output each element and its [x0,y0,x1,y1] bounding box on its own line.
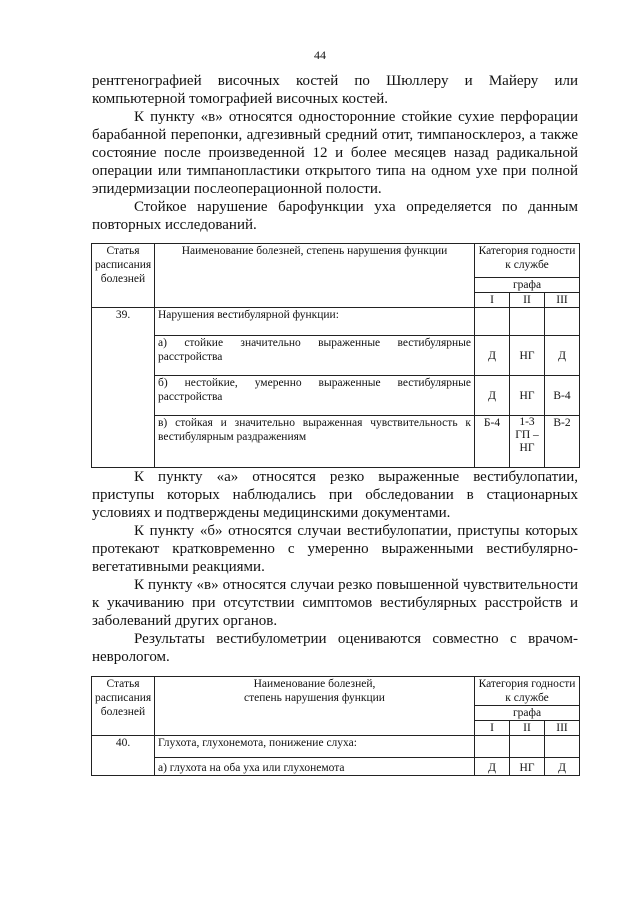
paragraph-barofunction: Стойкое нарушение барофункции уха определяется по данным повторных исследований. [92,199,578,233]
table-article-39 [91,243,580,468]
header-graph: графа [475,706,580,721]
header-disease-name-line2: степень нарушения функции [244,692,385,704]
table-row-b-g3: В-4 [545,376,580,416]
table-row-b-g2: НГ [510,376,545,416]
header-graph-3: III [545,293,580,308]
paragraph-continued-line1: рентгенографией височных костей по Шюллеру и Майеру или [92,73,578,89]
header-graph-2: II [510,721,545,736]
table-row-b-text: б) нестойкие, умеренно выраженные вестибулярные расстройства [155,376,475,416]
paragraph-note-b: К пункту «б» относятся случаи вестибулопатии, приступы которых протекают кратковременно с умеренно выраженными вестибулярно-вегетативными реакциями. [92,523,578,575]
article-title: Глухота, глухонемота, понижение слуха: [155,736,475,758]
header-graph: графа [475,278,580,293]
header-graph-2: II [510,293,545,308]
table-row-v-g2-line3: НГ [519,442,535,454]
header-disease-name: Наименование болезней, степень нарушения функции [155,244,475,308]
paragraph-item-v: К пункту «в» относятся односторонние стойкие сухие перфорации барабанной перепонки, адгезивный средний отит, тимпаносклероз, а также состояние после произведенной 12 и более месяцев назад радикальной операции или тимпанопластики открытого типа на одном ухе при полной эпидермизации послеоперационной полости. [92,109,578,197]
article-number: 40. [92,736,155,776]
table-row-a-g1: Д [475,336,510,376]
page-number: 44 [314,48,326,62]
table-row-v-text: в) стойкая и значительно выраженная чувствительность к вестибулярным раздражениям [155,416,475,468]
table-row-a-text: а) глухота на оба уха или глухонемота [155,758,475,776]
paragraph-continued-line2: компьютерной томографией височных костей. [92,91,389,107]
table-row-a-g2: НГ [510,336,545,376]
table-row-a-g2: НГ [510,758,545,776]
header-category: Категория годности к службе [475,677,580,706]
table-row-v-g2-line2: ГП – [515,429,539,441]
paragraph-note-v: К пункту «в» относятся случаи резко повышенной чувствительности к укачиванию при отсутствии симптомов вестибулярных расстройств и заболеваний других органов. [92,577,578,629]
table-row-a-g1: Д [475,758,510,776]
table-row-a-g3: Д [545,758,580,776]
paragraph-vestibulometry: Результаты вестибулометрии оцениваются совместно с врачом-неврологом. [92,631,578,665]
table-row-b-g1: Д [475,376,510,416]
header-article: Статья расписания болезней [92,677,155,736]
table-article-40 [91,676,580,776]
paragraph-note-a: К пункту «а» относятся резко выраженные вестибулопатии, приступы которых наблюдались при обследовании в стационарных условиях и подтверждены медицинскими документами. [92,469,578,521]
header-graph-1: I [475,293,510,308]
header-graph-3: III [545,721,580,736]
article-number: 39. [92,308,155,468]
header-article: Статья расписания болезней [92,244,155,308]
header-category: Категория годности к службе [475,244,580,278]
table-row-v-g3: В-2 [545,416,580,468]
table-row-a-g3: Д [545,336,580,376]
table-row-v-g1: Б-4 [475,416,510,468]
header-disease-name [155,677,475,736]
article-title: Нарушения вестибулярной функции: [155,308,475,336]
header-graph-1: I [475,721,510,736]
table-row-v-g2 [510,416,545,468]
table-row-v-g2-line1: 1-3 [519,416,535,428]
table-row-a-text: а) стойкие значительно выраженные вестибулярные расстройства [155,336,475,376]
header-disease-name-line1: Наименование болезней, [253,678,376,690]
